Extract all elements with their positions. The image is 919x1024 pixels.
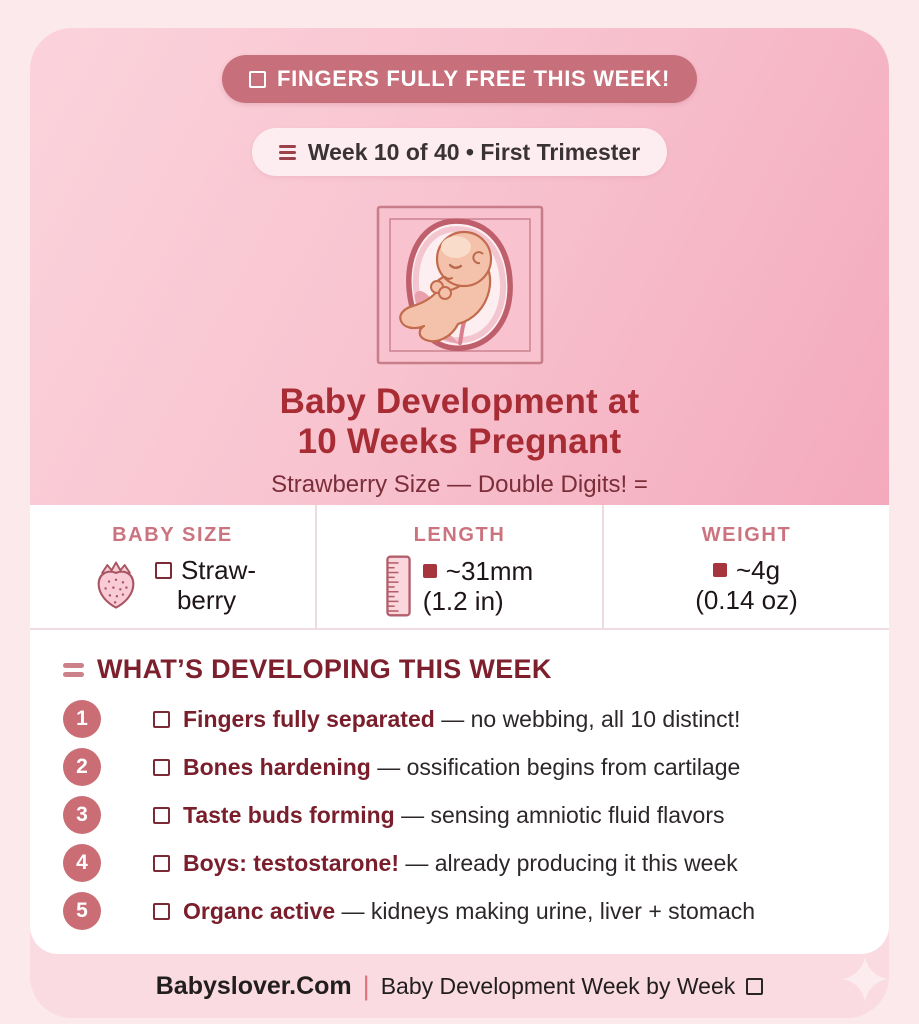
highlight-badge xyxy=(222,55,697,103)
stat-weight-label: WEIGHT xyxy=(701,524,792,546)
week-pill xyxy=(252,128,667,176)
stat-length-label: LENGTH xyxy=(413,524,506,546)
developing-section xyxy=(30,630,889,954)
strawberry-icon xyxy=(89,559,143,611)
page-title-line2: 10 Weeks Pregnant xyxy=(297,422,622,461)
square-outline-icon xyxy=(153,711,170,728)
item-number-badge: 1 xyxy=(63,700,101,738)
item-rest-text: — kidneys making urine, liver + stomach xyxy=(335,897,756,924)
item-bold-text: Organc active xyxy=(183,897,336,924)
highlight-badge-label: FINGERS FULLY FREE THIS WEEK! xyxy=(276,66,671,91)
footer-separator: | xyxy=(362,970,370,1001)
stat-weight-value: ~4g xyxy=(735,555,781,585)
developing-list xyxy=(63,700,869,930)
page-title-line1: Baby Development at xyxy=(279,382,640,421)
fetus-illustration xyxy=(374,203,546,367)
infographic-card xyxy=(30,28,889,1018)
list-item xyxy=(63,700,869,738)
week-pill-label: Week 10 of 40 • First Trimester xyxy=(307,138,641,165)
list-item xyxy=(63,748,869,786)
square-outline-icon xyxy=(746,978,763,995)
list-item xyxy=(63,844,869,882)
stat-baby-size-value-line2: berry xyxy=(176,585,237,615)
square-outline-icon xyxy=(155,562,172,579)
square-filled-icon xyxy=(713,563,727,577)
hero-header xyxy=(30,28,889,505)
item-rest-text: — sensing amniotic fluid flavors xyxy=(394,801,725,828)
developing-header xyxy=(63,654,869,685)
footer-tagline: Baby Development Week by Week xyxy=(380,972,736,999)
stat-baby-size-label: BABY SIZE xyxy=(112,524,233,546)
page-title xyxy=(280,382,640,462)
equals-icon xyxy=(63,663,84,677)
item-number-badge: 5 xyxy=(63,892,101,930)
square-filled-icon xyxy=(423,564,437,578)
item-bold-text: Boys: testostarone! xyxy=(183,849,399,876)
item-rest-text: — already producing it this week xyxy=(398,849,738,876)
item-bold-text: Bones hardening xyxy=(183,753,371,780)
square-outline-icon xyxy=(153,807,170,824)
stat-weight-sub: (0.14 oz) xyxy=(695,585,798,615)
stat-length xyxy=(315,505,602,628)
brand-name: Babyslover.Com xyxy=(155,971,352,1000)
item-rest-text: — no webbing, all 10 distinct! xyxy=(434,705,741,732)
item-bold-text: Taste buds forming xyxy=(183,801,395,828)
list-item xyxy=(63,796,869,834)
stat-baby-size xyxy=(30,505,315,628)
fetus-in-womb-framed-icon xyxy=(374,203,546,367)
square-outline-icon xyxy=(153,759,170,776)
stat-baby-size-value-line1: Straw- xyxy=(180,555,257,585)
triple-bar-icon xyxy=(279,145,296,160)
item-number-badge: 4 xyxy=(63,844,101,882)
footer xyxy=(30,954,889,1018)
stat-length-sub: (1.2 in) xyxy=(422,586,504,616)
square-outline-icon xyxy=(153,855,170,872)
item-number-badge: 3 xyxy=(63,796,101,834)
ruler-icon xyxy=(386,555,411,617)
list-item xyxy=(63,892,869,930)
square-outline-icon xyxy=(249,71,266,88)
item-bold-text: Fingers fully separated xyxy=(183,705,435,732)
stats-band xyxy=(30,505,889,630)
item-rest-text: — ossification begins from cartilage xyxy=(370,753,741,780)
item-number-badge: 2 xyxy=(63,748,101,786)
stat-weight xyxy=(602,505,889,628)
stat-length-value: ~31mm xyxy=(445,556,534,586)
square-outline-icon xyxy=(153,903,170,920)
developing-title: WHAT’S DEVELOPING THIS WEEK xyxy=(97,654,552,684)
page-subtitle: Strawberry Size — Double Digits! = xyxy=(271,471,648,498)
